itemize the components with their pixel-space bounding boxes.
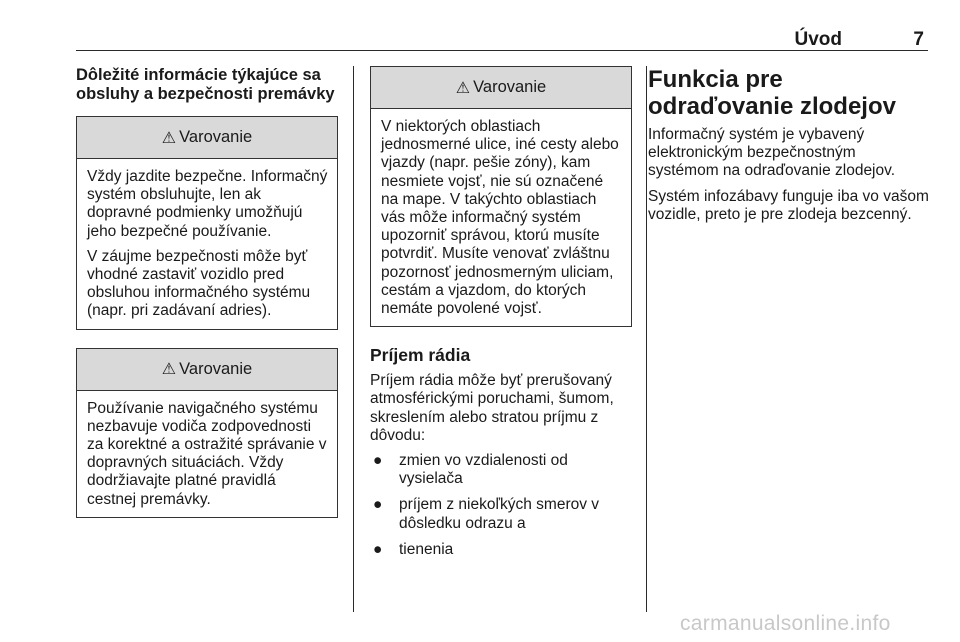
warning-box	[370, 66, 632, 327]
column-divider	[353, 66, 354, 612]
section-title: Úvod	[794, 29, 842, 50]
column-divider	[646, 66, 647, 612]
warning-box	[76, 348, 338, 518]
list-item: ● zmien vo vzdialenosti od vysielača	[373, 452, 568, 488]
warning-title: Varovanie	[179, 359, 253, 378]
warning-title: Varovanie	[179, 128, 253, 146]
bullet-icon: ●	[373, 452, 383, 470]
list-item: ● príjem z niekoľkých smerov v dôsledku odrazu a	[373, 496, 600, 532]
warning-text: V niektorých oblastiach jednosmerné ulice, iné cesty alebo vjazdy (napr. pešie zóny), kam nesmiete vojsť, nie sú označené na mape. V takýchto oblastiach vás môže informačný systém upozorniť správou, ktorú musíte potvrdiť. Musíte venovať zvláštnu pozornosť jednosmerným uliciam, cestám a vjazdom, do ktorých nemáte povolené vojsť.	[381, 118, 619, 318]
warning-triangle-icon: ⚠	[455, 79, 471, 97]
column-middle	[370, 66, 632, 567]
warning-triangle-icon: ⚠	[161, 361, 177, 379]
warning-text: Vždy jazdite bezpečne. Informačný systém obsluhujte, len ak dopravné podmienky umožňujú jeho bezpečné používanie.	[87, 168, 328, 240]
warning-header	[371, 67, 631, 109]
warning-body	[77, 159, 337, 329]
page-number: 7	[913, 29, 924, 50]
section-heading: Dôležité informácie týkajúce sa obsluhy a bezpečnosti premávky	[76, 66, 335, 103]
column-left	[76, 66, 338, 536]
warning-text: V záujme bezpečnosti môže byť vhodné zastaviť vozidlo pred obsluhou informačného systému (napr. pri zadávaní adries).	[87, 247, 311, 320]
cause-list	[370, 452, 632, 559]
radio-heading: Príjem rádia	[370, 345, 471, 366]
antitheft-heading: Funkcia pre odraďovanie zlodejov	[648, 66, 896, 120]
warning-body	[371, 109, 631, 326]
list-item: ● tienenia	[373, 540, 454, 558]
page-header	[76, 26, 928, 51]
warning-body	[77, 391, 337, 517]
bullet-icon: ●	[373, 496, 383, 514]
warning-header	[77, 349, 337, 391]
warning-box	[76, 116, 338, 330]
antitheft-paragraph: Informačný systém je vybavený elektronickým bezpečnostným systémom na odraďovanie zlodejov.	[648, 126, 896, 180]
warning-text: Používanie navigačného systému nezbavuje vodiča zodpovednosti za korektné a ostražité správanie v dopravných situáciách. Vždy dodržiavajte platné pravidlá cestnej premávky.	[87, 399, 327, 508]
warning-title: Varovanie	[473, 78, 547, 96]
warning-triangle-icon: ⚠	[161, 129, 177, 147]
watermark: carmanualsonline.info	[680, 612, 891, 635]
column-right	[648, 66, 930, 231]
antitheft-paragraph: Systém infozábavy funguje iba vo vašom vozidle, preto je pre zlodeja bezcenný.	[648, 187, 929, 223]
radio-paragraph: Príjem rádia môže byť prerušovaný atmosférickými poruchami, šumom, skreslením alebo stratou príjmu z dôvodu:	[370, 372, 614, 444]
bullet-icon: ●	[373, 540, 383, 558]
warning-header	[77, 117, 337, 159]
